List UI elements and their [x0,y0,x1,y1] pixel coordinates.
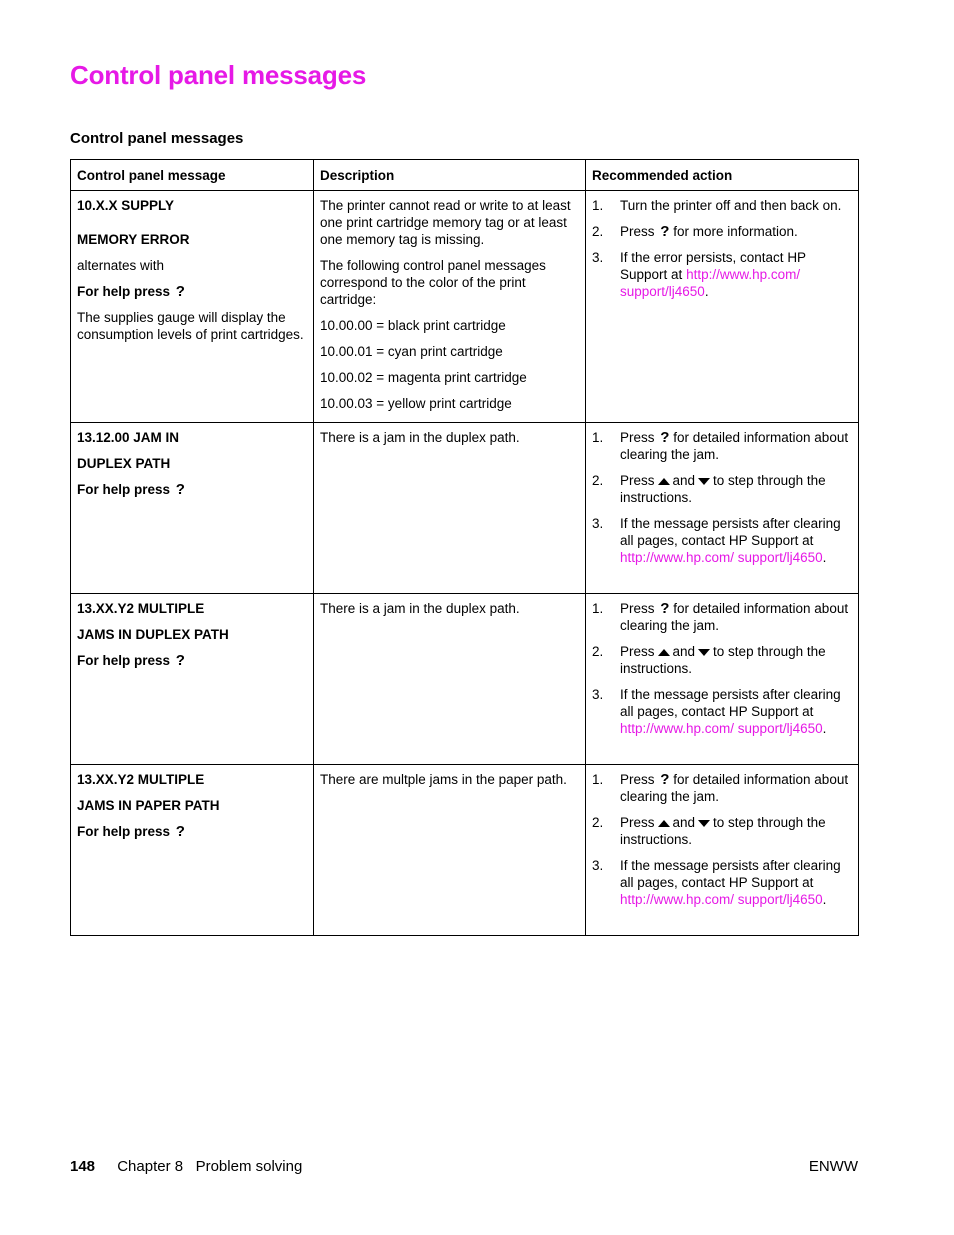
action-step: 3. If the message persists after clearing all pages, contact HP Support at http://www.hp.com/ support/lj4650. [592,687,841,736]
up-arrow-icon [658,649,670,656]
message-cell [71,594,314,765]
description-cell [314,191,586,423]
action-steps [592,429,852,566]
help-question-icon: ? [660,600,670,617]
message-cell [71,423,314,594]
support-link[interactable]: http://www.hp.com/ support/lj4650 [620,267,801,299]
table-row [71,423,859,594]
column-header: Description [314,160,586,191]
message-code: JAMS IN PAPER PATH [77,798,220,813]
message-code: 13.12.00 JAM IN [77,430,180,445]
support-link[interactable]: http://www.hp.com/ support/lj4650 [620,892,823,907]
up-arrow-icon [658,820,670,827]
help-question-icon: ? [175,652,185,669]
chapter-label: Chapter 8 Problem solving [117,1158,303,1175]
help-question-icon: ? [660,771,670,788]
action-step: 2. Press and to step through the instructions. [592,815,826,847]
description-cell [314,765,586,936]
message-code: JAMS IN DUPLEX PATH [77,627,229,642]
action-cell [586,191,859,423]
page-title: Control panel messages [70,60,367,90]
page-number: 148 [70,1158,96,1175]
table-header-row [71,160,859,191]
column-header: Recommended action [586,160,859,191]
page-footer [70,1158,858,1175]
action-step: 1. Press ? for detailed information about clearing the jam. [592,600,849,633]
action-step: 3. If the error persists, contact HP Support at http://www.hp.com/ support/lj4650. [592,250,806,299]
action-cell [586,594,859,765]
description-text: There is a jam in the duplex path. [320,601,520,616]
action-step: 1. Press ? for detailed information about clearing the jam. [592,429,849,462]
help-line: For help press ? [77,823,185,840]
support-link[interactable]: http://www.hp.com/ support/lj4650 [620,550,823,565]
help-question-icon: ? [175,481,185,498]
down-arrow-icon [698,820,710,827]
action-cell [586,765,859,936]
help-question-icon: ? [175,283,185,300]
action-step: 1. Turn the printer off and then back on. [592,198,842,213]
down-arrow-icon [698,649,710,656]
action-step: 1. Press ? for detailed information about clearing the jam. [592,771,849,804]
action-step: 2. Press and to step through the instructions. [592,473,826,505]
support-link[interactable]: http://www.hp.com/ support/lj4650 [620,721,823,736]
message-code: 10.X.X SUPPLY MEMORY ERROR [77,198,190,247]
message-code: 13.XX.Y2 MULTIPLE [77,772,205,787]
action-steps [592,197,852,300]
action-step: 2. Press and to step through the instructions. [592,644,826,676]
help-question-icon: ? [660,429,670,446]
message-cell [71,191,314,423]
message-note: The supplies gauge will display the consumption levels of print cartridges. [77,310,304,342]
action-steps [592,600,852,737]
message-cell [71,765,314,936]
down-arrow-icon [698,478,710,485]
description-cell [314,594,586,765]
description-cell [314,423,586,594]
action-cell [586,423,859,594]
message-extra: alternates with [77,258,165,273]
action-step: 3. If the message persists after clearing all pages, contact HP Support at http://www.hp.com/ support/lj4650. [592,858,841,907]
message-code: DUPLEX PATH [77,456,171,471]
message-code: 13.XX.Y2 MULTIPLE [77,601,205,616]
action-step: 3. If the message persists after clearing all pages, contact HP Support at http://www.hp.com/ support/lj4650. [592,516,841,565]
action-steps [592,771,852,908]
help-line: For help press ? [77,283,185,300]
table-row [71,191,859,423]
description-text: The printer cannot read or write to at least one print cartridge memory tag or at least one memory tag is missing. [320,198,571,247]
column-header: Control panel message [71,160,314,191]
table-caption: Control panel messages [70,130,244,147]
table-row [71,594,859,765]
help-question-icon: ? [660,223,670,240]
description-text: 10.00.00 = black print cartridge [320,318,506,333]
action-step: 2. Press ? for more information. [592,223,798,240]
description-text: 10.00.01 = cyan print cartridge [320,344,503,359]
footer-right-label: ENWW [808,1158,858,1175]
description-text: 10.00.03 = yellow print cartridge [320,396,512,411]
description-text: 10.00.02 = magenta print cartridge [320,370,527,385]
description-text: There is a jam in the duplex path. [320,430,520,445]
table-row [71,765,859,936]
description-text: There are multple jams in the paper path. [320,772,567,787]
help-line: For help press ? [77,652,185,669]
up-arrow-icon [658,478,670,485]
control-panel-messages-table [70,159,859,936]
help-line: For help press ? [77,481,185,498]
help-question-icon: ? [175,823,185,840]
description-text: The following control panel messages correspond to the color of the print cartridge: [320,258,546,307]
